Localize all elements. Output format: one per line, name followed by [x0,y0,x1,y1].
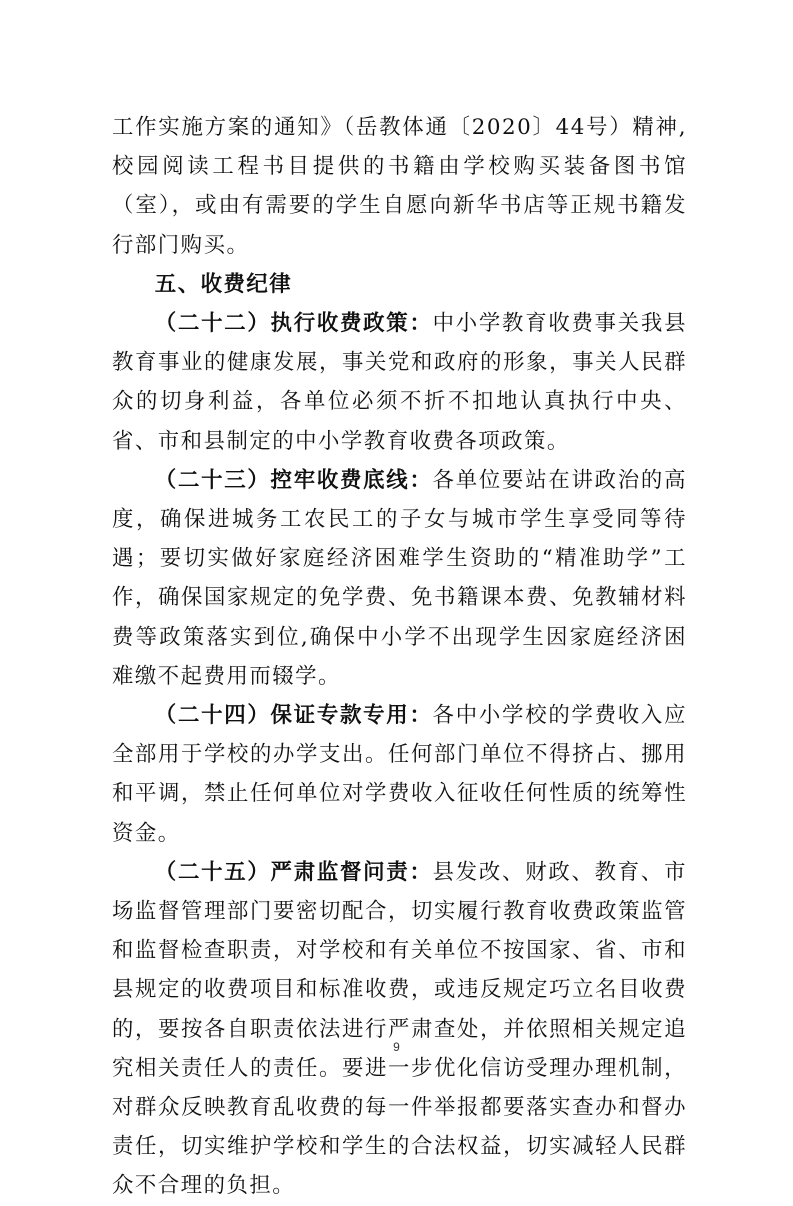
intro-paragraph: 工作实施方案的通知》（岳教体通〔2020〕44号）精神,校园阅读工程书目提供的书籍由学校购买装备图书馆（室），或由有需要的学生自愿向新华书店等正规书籍发行部门购买。 [112,115,687,258]
section-heading: 五、收费纪律 [154,271,293,297]
clause-23-text: 各单位要站在讲政治的高度，确保进城务工农民工的子女与城市学生享受同等待遇；要切实做好家庭经济困难学生资助的“精准助学”工作，确保国家规定的免学费、免书籍课本费、免教辅材料费等政策落实到位,确保中小学不出现学生因家庭经济困难缴不起费用而辍学。 [112,467,687,689]
clause-22 [112,304,687,461]
clause-25-text: 县发改、财政、教育、市场监督管理部门要密切配合，切实履行教育收费政策监管和监督检查职责，对学校和有关单位不按国家、省、市和县规定的收费项目和标准收费，或违反规定巧立名目收费的，要按各自职责依法进行严肃查处，并依照相关规定追究相关责任人的责任。要进一步优化信访受理办理机制，对群众反映教育乱收费的每一件举报都要落实查办和督办责任，切实维护学校和学生的合法权益，切实减轻人民群众不合理的负担。 [112,859,687,1199]
clause-25-label: （二十五）严肃监督问责： [154,859,433,885]
clause-24 [112,696,687,853]
clause-22-label: （二十二）执行收费政策： [154,311,433,337]
clause-22-text: 中小学教育收费事关我县教育事业的健康发展，事关党和政府的形象，事关人民群众的切身利益，各单位必须不折不扣地认真执行中央、省、市和县制定的中小学教育收费各项政策。 [112,311,687,454]
clause-23-label: （二十三）控牢收费底线： [154,467,433,493]
clause-23 [112,461,687,696]
clause-24-label: （二十四）保证专款专用： [154,703,433,729]
page-number: 9 [393,1040,400,1054]
clause-24-text: 各中小学校的学费收入应全部用于学校的办学支出。任何部门单位不得挤占、挪用和平调，禁止任何单位对学费收入征收任何性质的统筹性资金。 [112,703,687,846]
clause-25 [112,853,687,1206]
